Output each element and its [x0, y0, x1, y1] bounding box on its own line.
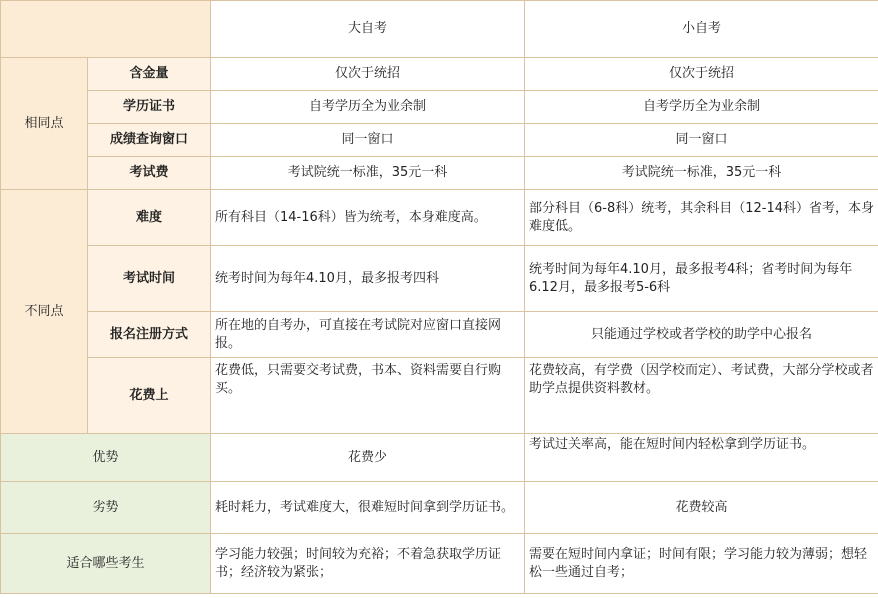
cell-big: 所在地的自考办，可直接在考试院对应窗口直接网报。 — [211, 312, 525, 358]
table-row — [1, 246, 878, 312]
table-row — [1, 124, 878, 157]
row-label: 花费上 — [88, 358, 211, 434]
row-label-disadvantage: 劣势 — [1, 482, 211, 534]
cell-big: 耗时耗力，考试难度大，很难短时间拿到学历证书。 — [211, 482, 525, 534]
row-label: 难度 — [88, 190, 211, 246]
group-label-diff: 不同点 — [1, 190, 88, 434]
cell-small: 仅次于统招 — [525, 58, 878, 91]
cell-big: 所有科目（14-16科）皆为统考，本身难度高。 — [211, 190, 525, 246]
cell-big: 统考时间为每年4.10月，最多报考四科 — [211, 246, 525, 312]
cell-small: 需要在短时间内拿证；时间有限；学习能力较为薄弱；想轻松一些通过自考； — [525, 534, 878, 594]
table-row — [1, 482, 878, 534]
cell-small: 考试过关率高，能在短时间内轻松拿到学历证书。 — [525, 434, 878, 482]
cell-small: 考试院统一标准，35元一科 — [525, 157, 878, 190]
corner-cell — [1, 1, 211, 58]
cell-big: 同一窗口 — [211, 124, 525, 157]
cell-small: 只能通过学校或者学校的助学中心报名 — [525, 312, 878, 358]
row-label: 学历证书 — [88, 91, 211, 124]
table-row — [1, 190, 878, 246]
col-header-big: 大自考 — [211, 1, 525, 58]
row-label: 成绩查询窗口 — [88, 124, 211, 157]
cell-big: 考试院统一标准，35元一科 — [211, 157, 525, 190]
cell-big: 花费少 — [211, 434, 525, 482]
cell-big: 自考学历全为业余制 — [211, 91, 525, 124]
cell-small: 同一窗口 — [525, 124, 878, 157]
col-header-small: 小自考 — [525, 1, 878, 58]
row-label-advantage: 优势 — [1, 434, 211, 482]
group-label-same: 相同点 — [1, 58, 88, 190]
cell-small: 统考时间为每年4.10月，最多报考4科；省考时间为每年6.12月，最多报考5-6科 — [525, 246, 878, 312]
table-row — [1, 434, 878, 482]
cell-small: 部分科目（6-8科）统考，其余科目（12-14科）省考，本身难度低。 — [525, 190, 878, 246]
cell-big: 花费低，只需要交考试费，书本、资料需要自行购买。 — [211, 358, 525, 434]
cell-big: 学习能力较强；时间较为充裕；不着急获取学历证书；经济较为紧张； — [211, 534, 525, 594]
header-row — [1, 1, 878, 58]
table-row — [1, 312, 878, 358]
cell-small: 自考学历全为业余制 — [525, 91, 878, 124]
table-row — [1, 534, 878, 594]
table-row — [1, 91, 878, 124]
row-label-suitable: 适合哪些考生 — [1, 534, 211, 594]
table-row — [1, 58, 878, 91]
table-row — [1, 157, 878, 190]
cell-small: 花费较高 — [525, 482, 878, 534]
row-label: 考试时间 — [88, 246, 211, 312]
row-label: 考试费 — [88, 157, 211, 190]
cell-big: 仅次于统招 — [211, 58, 525, 91]
row-label: 含金量 — [88, 58, 211, 91]
table-row — [1, 358, 878, 434]
row-label: 报名注册方式 — [88, 312, 211, 358]
cell-small: 花费较高，有学费（因学校而定）、考试费，大部分学校或者助学点提供资料教材。 — [525, 358, 878, 434]
